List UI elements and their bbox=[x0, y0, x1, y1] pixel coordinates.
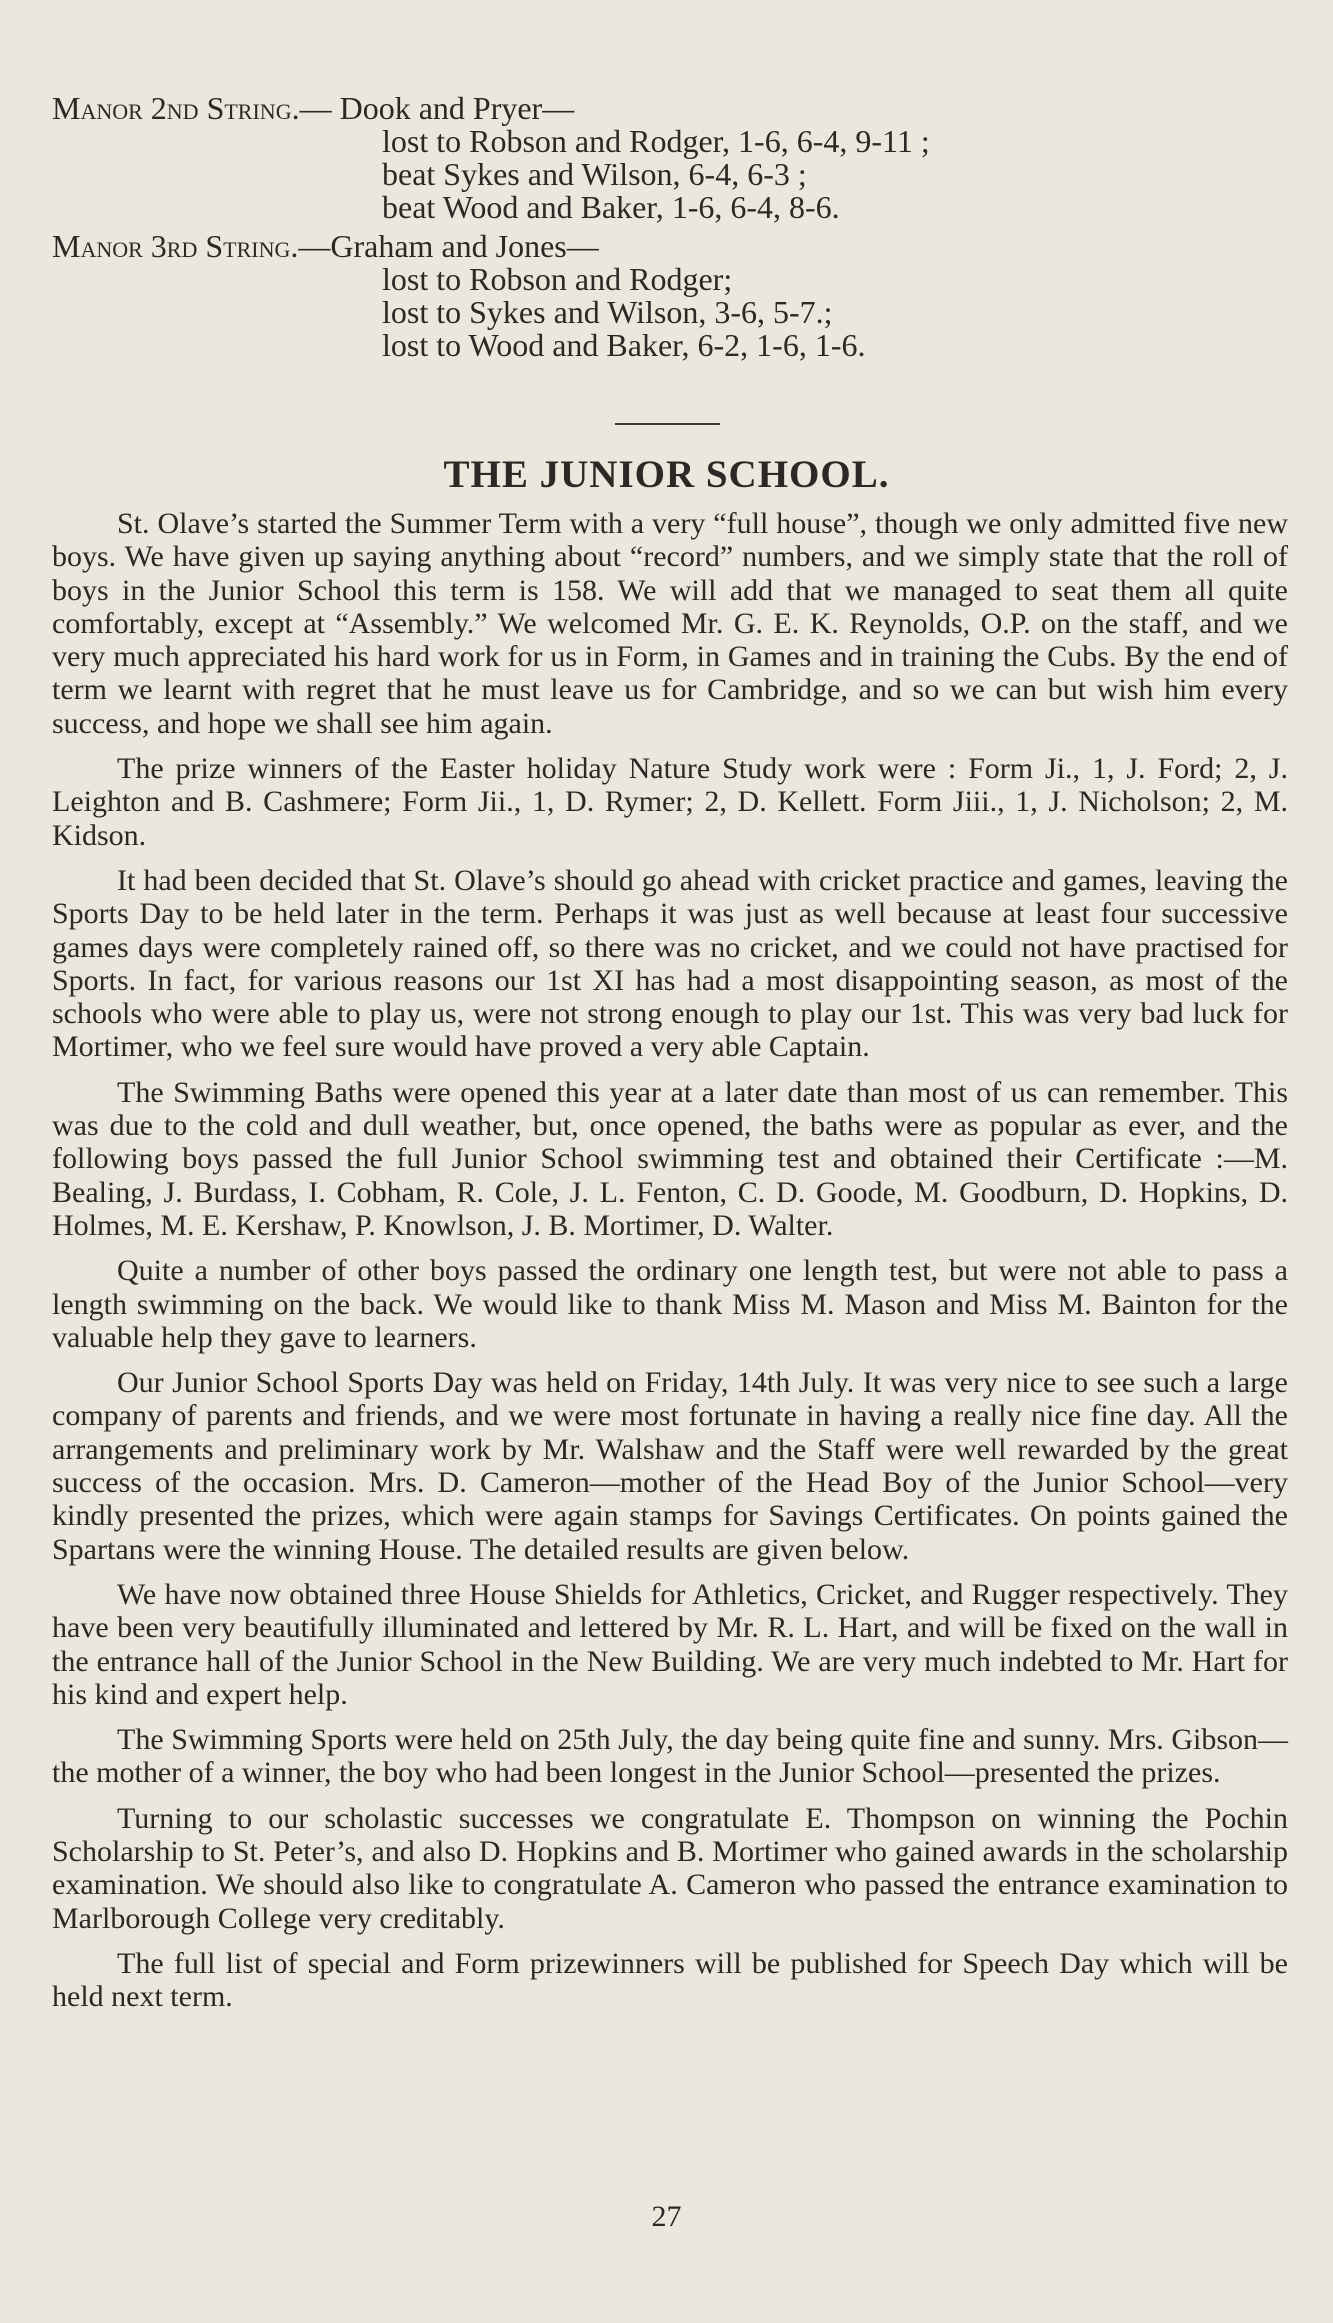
pair-names: — Dook and Pryer— bbox=[299, 90, 575, 126]
paragraph: Turning to our scholastic successes we congratulate E. Thompson on winning the Pochin Scholarship to St. Peter’s, and also D. Hopkins and B. Mortimer who gained awards in the scholarship examination. We should also like to congratulate A. Cameron who passed the entrance examination to Marlborough College very creditably. bbox=[52, 1801, 1288, 1935]
section-heading: THE JUNIOR SCHOOL. bbox=[443, 453, 890, 496]
article-body bbox=[52, 507, 1288, 2025]
result-line: lost to Robson and Rodger, 1-6, 6-4, 9-11 ; bbox=[382, 123, 930, 159]
paragraph: The Swimming Baths were opened this year at a later date than most of us can remember. This was due to the cold and dull weather, but, once opened, the baths were as popular as ever, and the following boys passed the full Junior School swimming test and obtained their Certificate :—M. Bealing, J. Burdass, I. Cobham, R. Cole, J. L. Fenton, C. D. Goode, M. Goodburn, D. Hopkins, D. Holmes, M. E. Kershaw, P. Knowlson, J. B. Mortimer, D. Walter. bbox=[52, 1075, 1288, 1242]
pair-names: —Graham and Jones— bbox=[298, 228, 599, 264]
result-line: lost to Robson and Rodger; bbox=[382, 261, 733, 297]
result-line: lost to Wood and Baker, 6-2, 1-6, 1-6. bbox=[382, 327, 866, 363]
paragraph: St. Olave’s started the Summer Term with a very “full house”, though we only admitted five new boys. We have given up saying anything about “record” numbers, and we simply state that the roll of boys in the Junior School this term is 158. We will add that we managed to seat them all quite comfortably, except at “Assembly.” We welcomed Mr. G. E. K. Reynolds, O.P. on the staff, and we very much appreciated his hard work for us in Form, in Games and in training the Cubs. By the end of term we learnt with regret that he must leave us for Cambridge, and so we can but wish him every success, and hope we shall see him again. bbox=[52, 507, 1288, 740]
string-label: Manor 2nd String. bbox=[52, 90, 300, 126]
paragraph: Our Junior School Sports Day was held on Friday, 14th July. It was very nice to see such a large company of parents and friends, and we were most fortunate in having a really nice fine day. All the arrangements and preliminary work by Mr. Walshaw and the Staff were well rewarded by the great success of the occasion. Mrs. D. Cameron—mother of the Head Boy of the Junior School—very kindly presented the prizes, which were again stamps for Savings Certificates. On points gained the Spartans were the winning House. The detailed results are given below. bbox=[52, 1366, 1288, 1566]
result-line: lost to Sykes and Wilson, 3-6, 5-7.; bbox=[382, 294, 833, 330]
paragraph: We have now obtained three House Shields for Athletics, Cricket, and Rugger respectively. They have been very beautifully illuminated and lettered by Mr. R. L. Hart, and will be fixed on the wall in the entrance hall of the Junior School in the New Building. We are very much indebted to Mr. Hart for his kind and expert help. bbox=[52, 1577, 1288, 1711]
result-group-manor-3rd-string bbox=[52, 230, 1282, 362]
paragraph: It had been decided that St. Olave’s should go ahead with cricket practice and games, leaving the Sports Day to be held later in the term. Perhaps it was just as well because at least four successive games days were completely rained off, so there was no cricket, and we could not have practised for Sports. In fact, for various reasons our 1st XI has had a most disappointing season, as most of the schools who were able to play us, were not strong enough to play our 1st. This was very bad luck for Mortimer, who we feel sure would have proved a very able Captain. bbox=[52, 863, 1288, 1064]
paragraph: The prize winners of the Easter holiday Nature Study work were : Form Ji., 1, J. Ford; 2, J. Leighton and B. Cashmere; Form Jii., 1, D. Rymer; 2, D. Kellett. Form Jiii., 1, J. Nicholson; 2, M. Kidson. bbox=[52, 752, 1288, 852]
section-divider bbox=[615, 423, 720, 425]
string-label: Manor 3rd String. bbox=[52, 228, 299, 264]
result-line: beat Wood and Baker, 1-6, 6-4, 8-6. bbox=[382, 189, 840, 225]
page-number: 27 bbox=[651, 2200, 682, 2233]
tennis-results bbox=[52, 92, 1282, 368]
result-heading bbox=[52, 230, 1282, 263]
result-group-manor-2nd-string bbox=[52, 92, 1282, 224]
paragraph: The full list of special and Form prizewinners will be published for Speech Day which will be held next term. bbox=[52, 1946, 1288, 2014]
result-heading bbox=[52, 92, 1282, 125]
result-line: beat Sykes and Wilson, 6-4, 6-3 ; bbox=[382, 156, 807, 192]
paragraph: The Swimming Sports were held on 25th July, the day being quite fine and sunny. Mrs. Gibson—the mother of a winner, the boy who had been longest in the Junior School—presented the prizes. bbox=[52, 1723, 1288, 1790]
paragraph: Quite a number of other boys passed the ordinary one length test, but were not able to pass a length swimming on the back. We would like to thank Miss M. Mason and Miss M. Bainton for the valuable help they gave to learners. bbox=[52, 1254, 1288, 1354]
